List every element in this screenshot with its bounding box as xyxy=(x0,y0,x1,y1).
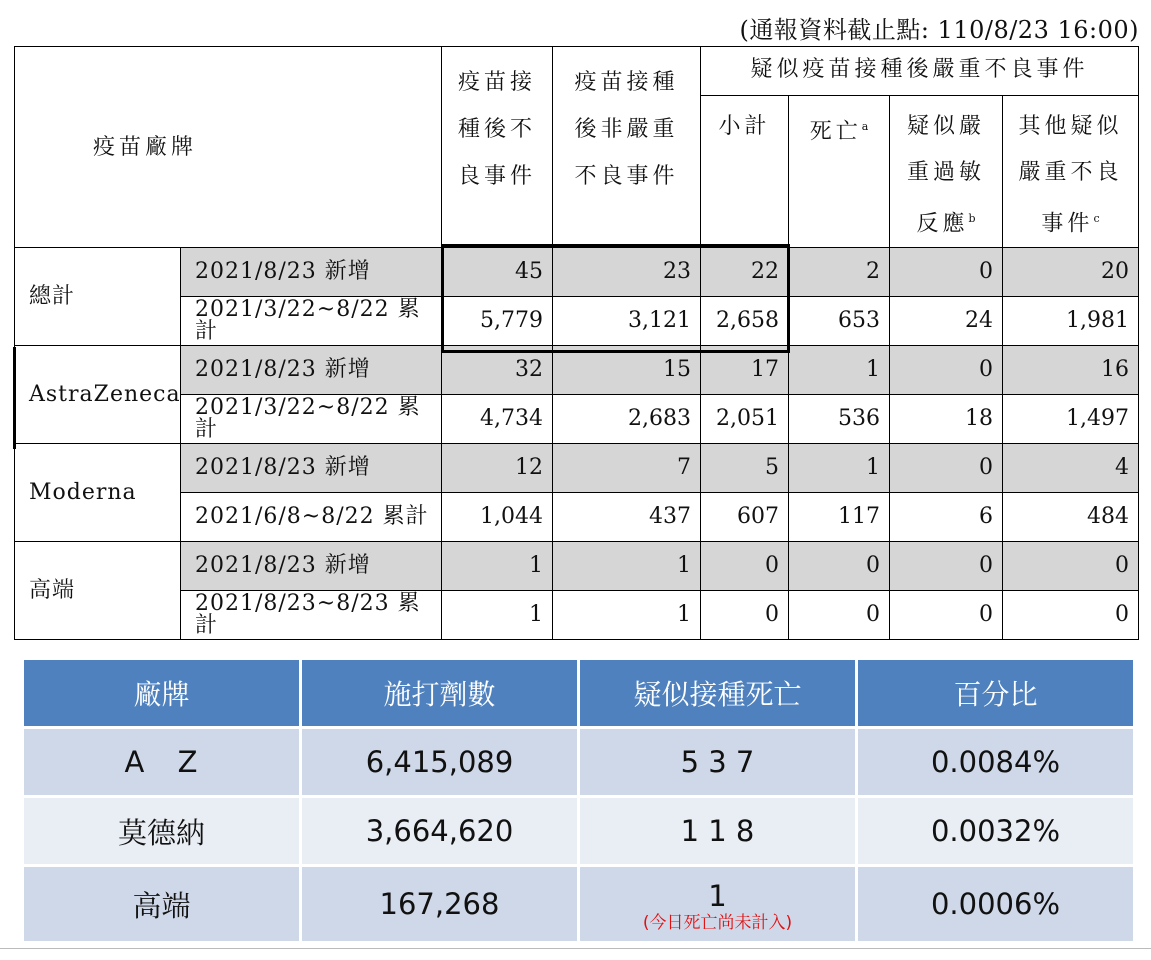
value-cell: 5 xyxy=(701,444,789,493)
summary-doses: 3,664,620 xyxy=(302,798,577,864)
value-cell: 536 xyxy=(789,395,890,444)
header-non-serious-events: 疫苗接種 後非嚴重 不良事件 xyxy=(553,47,701,248)
value-cell: 22 xyxy=(701,248,789,297)
value-cell: 2,051 xyxy=(701,395,789,444)
value-cell: 3,121 xyxy=(553,297,701,346)
table-row xyxy=(15,297,1139,346)
value-cell: 18 xyxy=(890,395,1003,444)
brand-name: 高端 xyxy=(15,542,181,640)
table-row xyxy=(15,248,1139,297)
value-cell: 23 xyxy=(553,248,701,297)
value-cell: 0 xyxy=(701,542,789,591)
value-cell: 1,981 xyxy=(1003,297,1139,346)
table-row xyxy=(15,346,1139,395)
summary-percent: 0.0084% xyxy=(858,729,1133,795)
value-cell: 0 xyxy=(701,591,789,640)
table-row xyxy=(15,591,1139,640)
value-cell: 7 xyxy=(553,444,701,493)
summary-header-brand: 廠牌 xyxy=(24,660,299,726)
value-cell: 437 xyxy=(553,493,701,542)
table-row xyxy=(15,542,1139,591)
value-cell: 0 xyxy=(789,591,890,640)
period-label: 2021/8/23 新增 xyxy=(181,542,442,591)
value-cell: 6 xyxy=(890,493,1003,542)
header-death: 死亡$^a$ xyxy=(789,96,890,248)
summary-doses: 167,268 xyxy=(302,867,577,941)
summary-header-doses: 施打劑數 xyxy=(302,660,577,726)
value-cell: 45 xyxy=(442,248,553,297)
table-row xyxy=(15,395,1139,444)
summary-brand: 莫德納 xyxy=(24,798,299,864)
value-cell: 0 xyxy=(890,346,1003,395)
brand-name: 總計 xyxy=(15,248,181,346)
header-vaccine-brand: 疫苗廠牌 xyxy=(15,47,442,248)
period-label: 2021/8/23 新增 xyxy=(181,346,442,395)
table-row xyxy=(15,493,1139,542)
value-cell: 1 xyxy=(789,346,890,395)
summary-brand: A Z xyxy=(24,729,299,795)
header-anaphylaxis: 疑似嚴 重過敏 反應$^b$ xyxy=(890,96,1003,248)
value-cell: 1 xyxy=(789,444,890,493)
period-label: 2021/6/8~8/22 累計 xyxy=(181,493,442,542)
value-cell: 117 xyxy=(789,493,890,542)
summary-deaths: 1 1 8 xyxy=(580,798,855,864)
value-cell: 16 xyxy=(1003,346,1139,395)
value-cell: 0 xyxy=(890,444,1003,493)
value-cell: 0 xyxy=(789,542,890,591)
summary-percent: 0.0006% xyxy=(858,867,1133,941)
summary-percent: 0.0032% xyxy=(858,798,1133,864)
death-rate-summary-table xyxy=(21,657,1136,944)
value-cell: 0 xyxy=(1003,591,1139,640)
value-cell: 0 xyxy=(890,591,1003,640)
period-label: 2021/3/22~8/22 累計 xyxy=(181,297,442,346)
summary-doses: 6,415,089 xyxy=(302,729,577,795)
value-cell: 1 xyxy=(553,591,701,640)
summary-brand: 高端 xyxy=(24,867,299,941)
brand-name: AstraZeneca xyxy=(15,346,181,444)
value-cell: 1 xyxy=(553,542,701,591)
value-cell: 1,497 xyxy=(1003,395,1139,444)
value-cell: 24 xyxy=(890,297,1003,346)
header-serious-events-group: 疑似疫苗接種後嚴重不良事件 xyxy=(701,47,1139,96)
summary-deaths: 5 3 7 xyxy=(580,729,855,795)
header-subtotal: 小計 xyxy=(701,96,789,248)
adverse-events-table xyxy=(14,46,1139,640)
summary-header-percent: 百分比 xyxy=(858,660,1133,726)
value-cell: 653 xyxy=(789,297,890,346)
period-label: 2021/3/22~8/22 累計 xyxy=(181,395,442,444)
summary-row xyxy=(24,867,1133,941)
header-other-serious: 其他疑似 嚴重不良 事件$^c$ xyxy=(1003,96,1139,248)
summary-deaths xyxy=(580,867,855,941)
value-cell: 4 xyxy=(1003,444,1139,493)
value-cell: 0 xyxy=(890,248,1003,297)
period-label: 2021/8/23 新增 xyxy=(181,248,442,297)
value-cell: 15 xyxy=(553,346,701,395)
value-cell: 20 xyxy=(1003,248,1139,297)
period-label: 2021/8/23 新增 xyxy=(181,444,442,493)
value-cell: 12 xyxy=(442,444,553,493)
summary-row xyxy=(24,729,1133,795)
value-cell: 17 xyxy=(701,346,789,395)
data-cutoff-note: (通報資料截止點: 110/8/23 16:00) xyxy=(739,16,1139,44)
value-cell: 2,658 xyxy=(701,297,789,346)
value-cell: 5,779 xyxy=(442,297,553,346)
value-cell: 32 xyxy=(442,346,553,395)
table-row xyxy=(15,444,1139,493)
value-cell: 607 xyxy=(701,493,789,542)
value-cell: 1,044 xyxy=(442,493,553,542)
value-cell: 484 xyxy=(1003,493,1139,542)
value-cell: 4,734 xyxy=(442,395,553,444)
summary-row xyxy=(24,798,1133,864)
value-cell: 2,683 xyxy=(553,395,701,444)
value-cell: 0 xyxy=(890,542,1003,591)
summary-deaths-value: 1 xyxy=(708,879,727,913)
value-cell: 2 xyxy=(789,248,890,297)
header-adverse-events: 疫苗接 種後不 良事件 xyxy=(442,47,553,248)
bottom-divider xyxy=(0,948,1151,949)
value-cell: 1 xyxy=(442,591,553,640)
summary-deaths-note: (今日死亡尚未計入) xyxy=(642,913,793,933)
value-cell: 1 xyxy=(442,542,553,591)
period-label: 2021/8/23~8/23 累計 xyxy=(181,591,442,640)
brand-name: Moderna xyxy=(15,444,181,542)
value-cell: 0 xyxy=(1003,542,1139,591)
summary-header-deaths: 疑似接種死亡 xyxy=(580,660,855,726)
